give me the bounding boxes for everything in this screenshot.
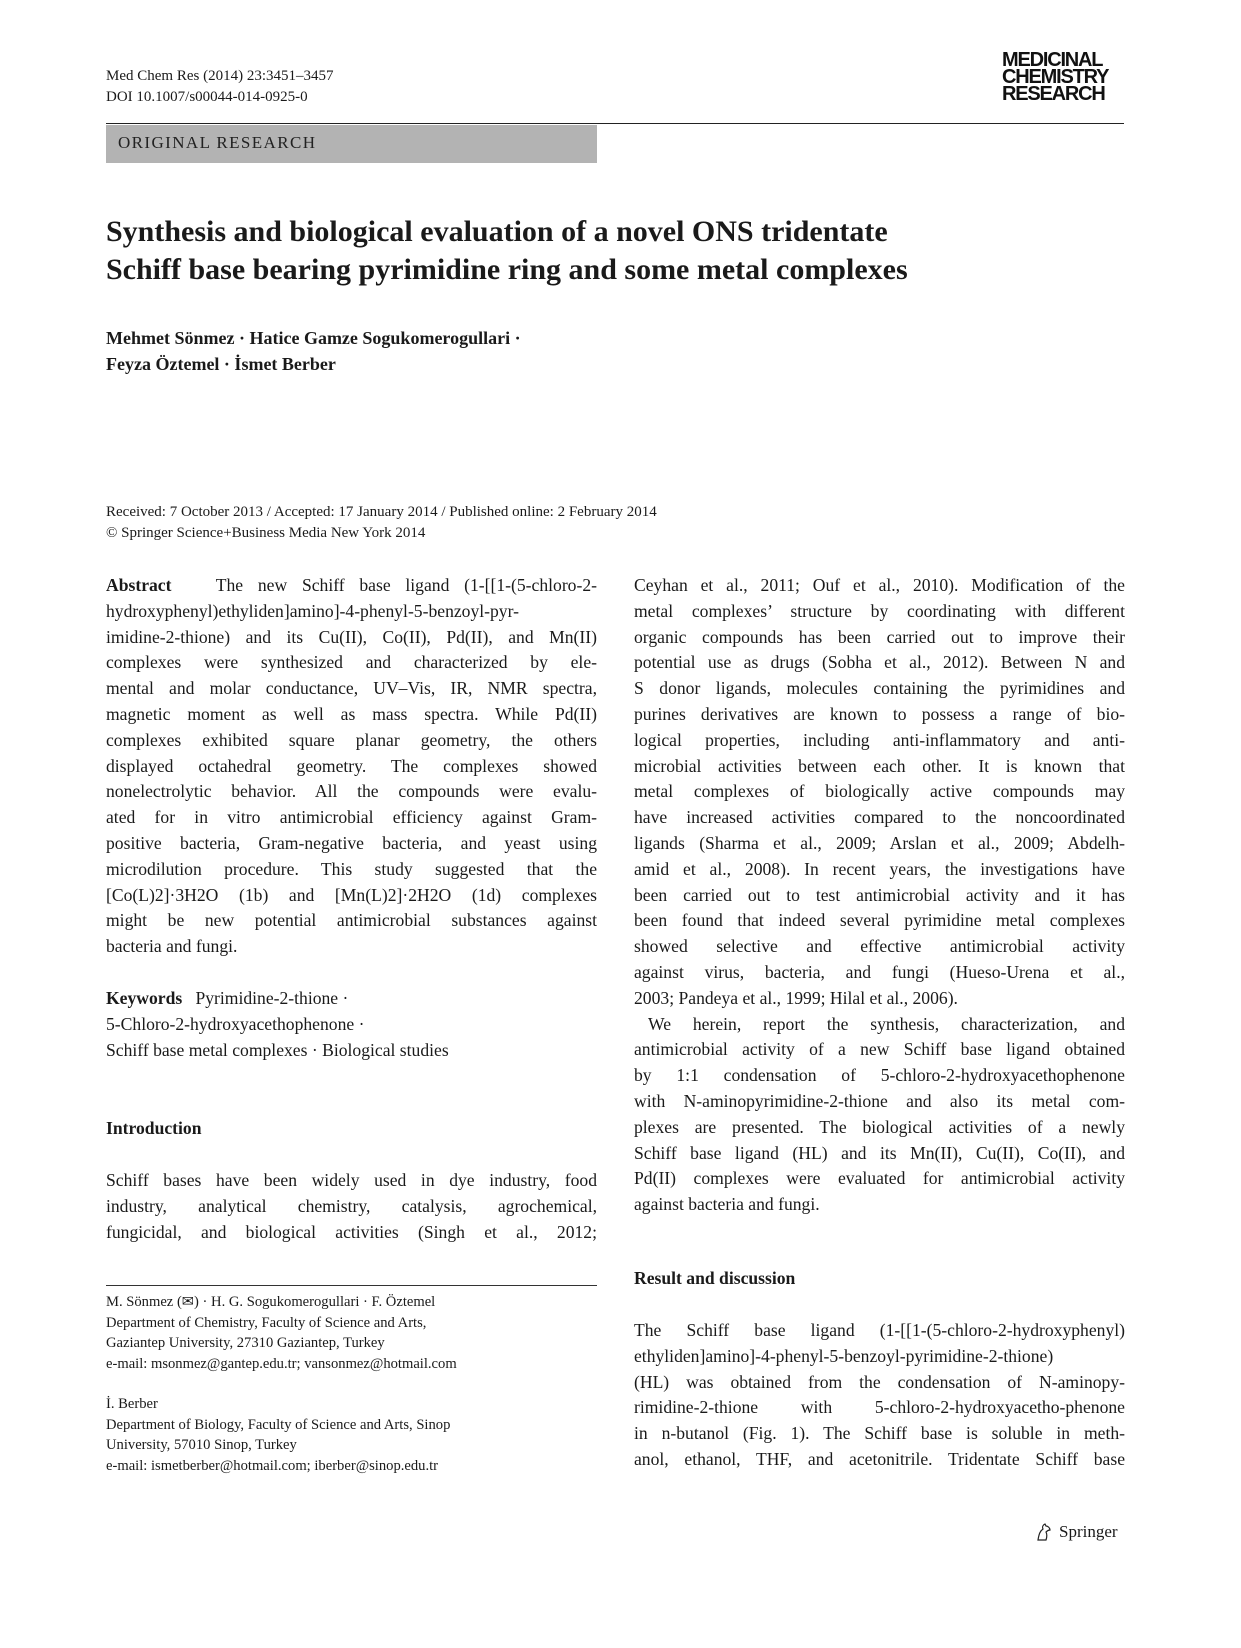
affiliation-address: University, 57010 Sinop, Turkey: [106, 1437, 297, 1453]
intro-line: Schiff bases have been widely used in dye industry, food: [106, 1170, 597, 1190]
copyright-line: © Springer Science+Business Media New York 2014: [106, 525, 426, 541]
body-line: antimicrobial activity of a new Schiff base ligand obtained: [634, 1039, 1125, 1060]
abstract-line: positive bacteria, Gram-negative bacteria, and yeast using: [106, 832, 597, 853]
body-line: microbial activities between each other. It is known that: [634, 755, 1125, 776]
body-line: showed selective and effective antimicrobial activity: [634, 936, 1125, 957]
journal-logo: [1002, 49, 1126, 105]
body-line: been carried out to test antimicrobial activity and it has: [634, 884, 1125, 905]
body-line: metal complexes’ structure by coordinating with different: [634, 600, 1125, 621]
body-line: by 1:1 condensation of 5-chloro-2-hydroxyacethophenone: [634, 1065, 1125, 1086]
intro-continued: [634, 573, 1125, 1218]
footnote-divider: [106, 1285, 597, 1286]
keywords-line: Keywords Pyrimidine-2-thione ·: [106, 988, 349, 1008]
author-list: [106, 325, 521, 377]
body-line: S donor ligands, molecules containing the pyrimidines and: [634, 678, 1125, 699]
title-line: Synthesis and biological evaluation of a novel ONS tridentate: [106, 215, 888, 248]
body-line: purines derivatives are known to possess a range of bio-: [634, 703, 1125, 724]
body-line: We herein, report the synthesis, characterization, and: [648, 1013, 1125, 1034]
publication-dates: [106, 502, 657, 544]
logo-line: RESEARCH: [1002, 83, 1105, 105]
journal-citation: [106, 66, 333, 108]
affiliation-dept: Department of Biology, Faculty of Science and Arts, Sinop: [106, 1416, 451, 1433]
keywords-label: Keywords: [106, 988, 183, 1008]
affiliation-2: [106, 1394, 597, 1476]
body-line: plexes are presented. The biological activities of a newly: [634, 1116, 1125, 1137]
abstract-line: ated for in vitro antimicrobial efficiency against Gram-: [106, 807, 597, 828]
body-line: logical properties, including anti-inflammatory and anti-: [634, 729, 1125, 750]
body-line: Ceyhan et al., 2011; Ouf et al., 2010). Modification of the: [634, 575, 1125, 595]
body-line: in n-butanol (Fig. 1). The Schiff base is soluble in meth-: [634, 1423, 1125, 1444]
abstract-line: nonelectrolytic behavior. All the compounds were evalu-: [106, 781, 597, 802]
body-line: (HL) was obtained from the condensation of N-aminopy-: [634, 1371, 1125, 1392]
abstract-line: mental and molar conductance, UV–Vis, IR, NMR spectra,: [106, 678, 597, 699]
affiliation-email[interactable]: e-mail: ismetberber@hotmail.com; iberber@sinop.edu.tr: [106, 1457, 439, 1474]
abstract-line: imidine-2-thione) and its Cu(II), Co(II), Pd(II), and Mn(II): [106, 626, 597, 647]
body-line: have increased activities compared to the noncoordinated: [634, 807, 1125, 828]
affiliation-authors: İ. Berber: [106, 1396, 158, 1412]
body-line: 2003; Pandeya et al., 1999; Hilal et al., 2006).: [634, 987, 958, 1008]
doi-line: DOI 10.1007/s00044-014-0925-0: [106, 89, 308, 105]
abstract-line: complexes were synthesized and characterized by ele-: [106, 652, 597, 673]
keywords: [106, 986, 597, 1063]
section-heading-results: Result and discussion: [634, 1268, 796, 1288]
body-line: been found that indeed several pyrimidine metal complexes: [634, 910, 1125, 931]
affiliation-1: [106, 1292, 597, 1374]
abstract-line: magnetic moment as well as mass spectra. While Pd(II): [106, 703, 597, 724]
keywords-line: Schiff base metal complexes · Biological studies: [106, 1039, 449, 1060]
title-line: Schiff base bearing pyrimidine ring and some metal complexes: [106, 253, 908, 286]
body-line: against bacteria and fungi.: [634, 1194, 820, 1215]
intro-line: industry, analytical chemistry, catalysis, agrochemical,: [106, 1195, 597, 1216]
abstract-line: microdilution procedure. This study suggested that the: [106, 858, 597, 879]
abstract: [106, 573, 597, 960]
body-line: anol, ethanol, THF, and acetonitrile. Tridentate Schiff base: [634, 1448, 1125, 1469]
section-heading-introduction: Introduction: [106, 1118, 202, 1138]
affiliation-address: Gaziantep University, 27310 Gaziantep, Turkey: [106, 1335, 385, 1351]
intro-line: fungicidal, and biological activities (Singh et al., 2012;: [106, 1221, 597, 1242]
body-line: ligands (Sharma et al., 2009; Arslan et al., 2009; Abdelh-: [634, 832, 1125, 853]
abstract-label: Abstract: [106, 575, 172, 595]
publisher-name: Springer: [1059, 1522, 1118, 1541]
body-line: potential use as drugs (Sobha et al., 2012). Between N and: [634, 652, 1125, 673]
logo-line: CHEMISTRY: [1002, 66, 1109, 88]
body-line: The Schiff base ligand (1-[[1-(5-chloro-2-hydroxyphenyl): [634, 1320, 1125, 1340]
body-line: Pd(II) complexes were evaluated for antimicrobial activity: [634, 1168, 1125, 1189]
authors-line: Mehmet Sönmez · Hatice Gamze Sogukomerogullari ·: [106, 328, 521, 348]
body-line: ethyliden]amino]-4-phenyl-5-benzoyl-pyrimidine-2-thione): [634, 1345, 1054, 1366]
springer-horse-icon: [1035, 1522, 1053, 1542]
body-line: against virus, bacteria, and fungi (Hueso-Urena et al.,: [634, 961, 1125, 982]
affiliation-dept: Department of Chemistry, Faculty of Science and Arts,: [106, 1314, 427, 1331]
body-line: organic compounds has been carried out to improve their: [634, 626, 1125, 647]
abstract-line: complexes exhibited square planar geometry, the others: [106, 729, 597, 750]
body-line: rimidine-2-thione with 5-chloro-2-hydroxyacetho-phenone: [634, 1397, 1125, 1418]
abstract-line: might be new potential antimicrobial substances against: [106, 910, 597, 931]
abstract-line: displayed octahedral geometry. The complexes showed: [106, 755, 597, 776]
article-title: [106, 213, 1126, 289]
article-category: ORIGINAL RESEARCH: [118, 133, 317, 152]
abstract-line: [Co(L)2]·3H2O (1b) and [Mn(L)2]·2H2O (1d) complexes: [106, 884, 597, 905]
header-divider: [106, 123, 1124, 124]
authors-line: Feyza Öztemel · İsmet Berber: [106, 354, 336, 374]
affiliation-authors: M. Sönmez (✉) · H. G. Sogukomerogullari · F. Öztemel: [106, 1294, 436, 1310]
journal-volume-line: Med Chem Res (2014) 23:3451–3457: [106, 68, 334, 84]
dates-line: Received: 7 October 2013 / Accepted: 17 January 2014 / Published online: 2 February 2014: [106, 504, 657, 520]
introduction-text: [106, 1168, 597, 1245]
publisher-mark: [1035, 1522, 1118, 1542]
affiliation-email[interactable]: e-mail: msonmez@gantep.edu.tr; vansonmez@hotmail.com: [106, 1355, 457, 1372]
keywords-line: 5-Chloro-2-hydroxyacethophenone ·: [106, 1013, 365, 1034]
body-line: amid et al., 2008). In recent years, the investigations have: [634, 858, 1125, 879]
body-line: metal complexes of biologically active compounds may: [634, 781, 1125, 802]
abstract-line: Abstract The new Schiff base ligand (1-[[1-(5-chloro-2-: [106, 575, 597, 595]
body-line: with N-aminopyrimidine-2-thione and also its metal com-: [634, 1090, 1125, 1111]
abstract-line: hydroxyphenyl)ethyliden]amino]-4-phenyl-5-benzoyl-pyr-: [106, 600, 519, 621]
logo-line: MEDICINAL: [1002, 49, 1103, 71]
body-line: Schiff base ligand (HL) and its Mn(II), Cu(II), Co(II), and: [634, 1142, 1125, 1163]
results-text: [634, 1318, 1125, 1473]
abstract-line: bacteria and fungi.: [106, 936, 238, 957]
